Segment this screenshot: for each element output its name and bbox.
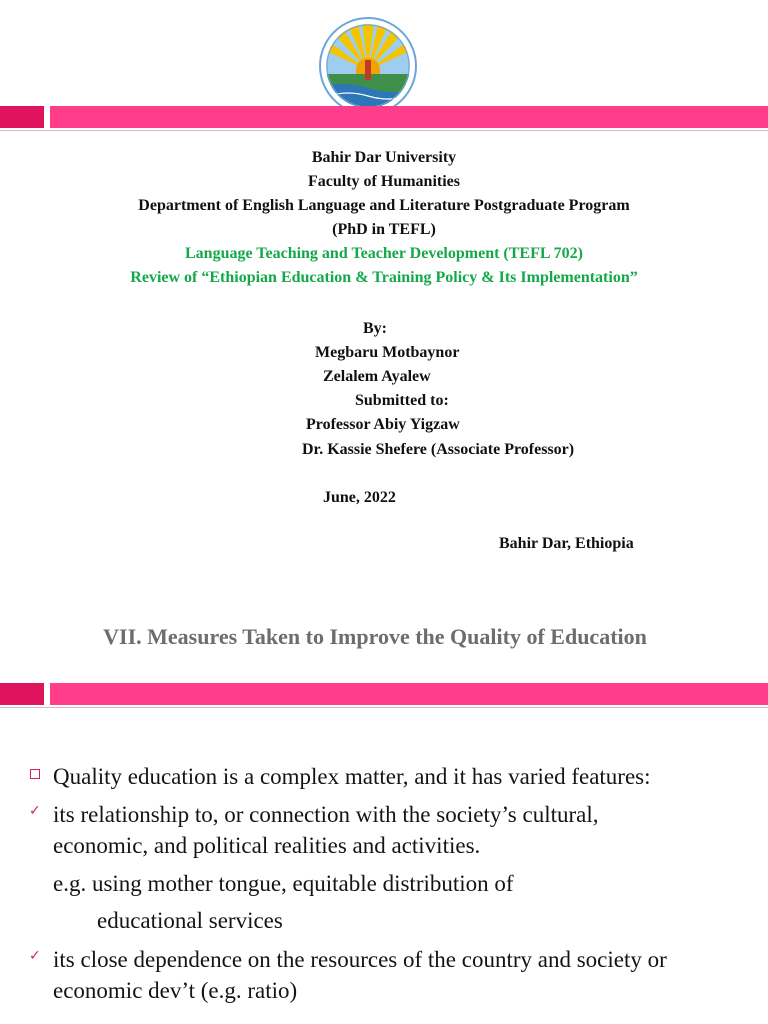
accent-bar-long bbox=[50, 683, 768, 705]
program-name: (PhD in TEFL) bbox=[332, 221, 436, 238]
university-logo bbox=[318, 16, 418, 116]
section-heading: VII. Measures Taken to Improve the Quality of Education bbox=[103, 624, 647, 649]
accent-bar-short bbox=[0, 683, 44, 705]
bullet-text: Quality education is a complex matter, and it has varied features: bbox=[53, 764, 651, 789]
example-text: educational services bbox=[97, 908, 283, 933]
square-bullet-icon bbox=[30, 769, 40, 779]
top-accent-bar bbox=[0, 106, 768, 130]
example-text: e.g. using mother tongue, equitable distribution of bbox=[53, 871, 514, 896]
bullet-text: its relationship to, or connection with the society’s cultural, bbox=[53, 802, 599, 827]
bullet-text: economic, and political realities and activities. bbox=[53, 833, 481, 858]
department-name: Department of English Language and Literature Postgraduate Program bbox=[138, 197, 630, 214]
by-label: By: bbox=[363, 320, 387, 337]
accent-bar-short bbox=[0, 106, 44, 128]
author-name: Megbaru Motbaynor bbox=[315, 344, 460, 361]
review-title: Review of “Ethiopian Education & Training Policy & Its Implementation” bbox=[130, 269, 638, 286]
checkmark-bullet-icon: ✓ bbox=[29, 948, 41, 964]
checkmark-bullet-icon: ✓ bbox=[29, 803, 41, 819]
author-name: Zelalem Ayalew bbox=[323, 368, 431, 385]
accent-bar-rule bbox=[0, 707, 768, 708]
bullet-text: its close dependence on the resources of the country and society or bbox=[53, 947, 667, 972]
accent-bar-long bbox=[50, 106, 768, 128]
submitted-to-label: Submitted to: bbox=[355, 392, 449, 409]
course-title: Language Teaching and Teacher Development (TEFL 702) bbox=[185, 245, 583, 262]
submission-date: June, 2022 bbox=[323, 489, 396, 506]
bullet-text: economic dev’t (e.g. ratio) bbox=[53, 978, 298, 1003]
recipient-name: Professor Abiy Yigzaw bbox=[306, 416, 460, 433]
location: Bahir Dar, Ethiopia bbox=[499, 535, 634, 552]
section-accent-bar bbox=[0, 683, 768, 707]
university-name: Bahir Dar University bbox=[311, 149, 457, 166]
faculty-name: Faculty of Humanities bbox=[308, 173, 460, 190]
recipient-name: Dr. Kassie Shefere (Associate Professor) bbox=[302, 441, 575, 458]
accent-bar-rule bbox=[0, 130, 768, 131]
